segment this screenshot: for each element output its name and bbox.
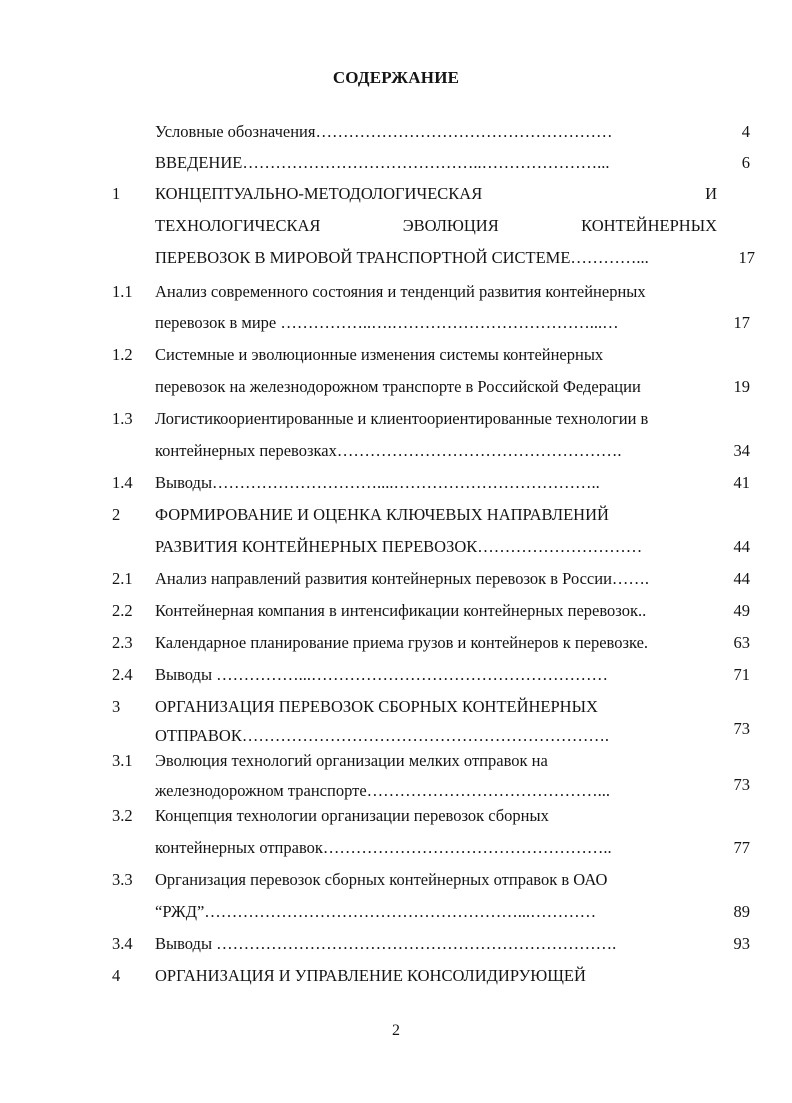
- toc-entry-text: ОРГАНИЗАЦИЯ И УПРАВЛЕНИЕ КОНСОЛИДИРУЮЩЕЙ: [155, 966, 586, 985]
- toc-entry-page: 73: [733, 719, 750, 738]
- toc-entry-text: Эволюция технологий организации мелких отправок на: [155, 751, 548, 770]
- page-title: СОДЕРЖАНИЕ: [332, 68, 460, 87]
- toc-entry-text: Системные и эволюционные изменения системы контейнерных: [155, 345, 604, 364]
- toc-entry-text: перевозок в мире ……………..….………………………………...…: [155, 313, 619, 332]
- toc-entry-number: 2.3: [112, 633, 133, 652]
- toc-entry-text: ПЕРЕВОЗОК В МИРОВОЙ ТРАНСПОРТНОЙ СИСТЕМЕ…………...: [155, 248, 649, 267]
- toc-entry-text: контейнерных отправок……………………………………………..: [155, 838, 612, 857]
- toc-entry-number: 2.1: [112, 569, 133, 588]
- toc-entry-text: Анализ современного состояния и тенденций развития контейнерных: [155, 282, 646, 301]
- toc-entry-number: 3.4: [112, 934, 133, 953]
- toc-entry-text: КОНЦЕПТУАЛЬНО-МЕТОДОЛОГИЧЕСКАЯ И: [155, 184, 717, 203]
- toc-entry-text: Анализ направлений развития контейнерных перевозок в России…….: [155, 569, 650, 588]
- toc-entry-text: Организация перевозок сборных контейнерных отправок в ОАО: [155, 870, 608, 889]
- toc-entry-number: 1.1: [112, 282, 133, 301]
- toc-entry-number: 2.4: [112, 665, 133, 684]
- toc-entry-page: 77: [733, 838, 750, 857]
- toc-entry-text: ФОРМИРОВАНИЕ И ОЦЕНКА КЛЮЧЕВЫХ НАПРАВЛЕНИЙ: [155, 505, 609, 524]
- toc-entry-text: контейнерных перевозках…………………………………………….: [155, 441, 622, 460]
- toc-entry-page: 93: [733, 934, 750, 953]
- toc-entry-text: железнодорожном транспорте……………………………………...: [155, 781, 611, 800]
- toc-entry-text: ОРГАНИЗАЦИЯ ПЕРЕВОЗОК СБОРНЫХ КОНТЕЙНЕРНЫХ: [155, 697, 598, 716]
- toc-entry-page: 4: [741, 122, 750, 141]
- toc-entry-text: Календарное планирование приема грузов и контейнеров к перевозке.: [155, 633, 649, 652]
- toc-entry-page: 49: [733, 601, 750, 620]
- toc-entry-page: 6: [741, 153, 750, 172]
- toc-entry-text: “РЖД”…………………………………………………...…………: [155, 902, 597, 921]
- toc-entry-number: 4: [112, 966, 121, 985]
- toc-entry-page: 17: [738, 248, 755, 267]
- toc-entry-number: 2: [112, 505, 121, 524]
- toc-entry-text: Выводы…………………………....………………………………..: [155, 473, 600, 492]
- toc-entry-page: 19: [733, 377, 750, 396]
- toc-entry-number: 2.2: [112, 601, 133, 620]
- toc-entry-text: ТЕХНОЛОГИЧЕСКАЯ ЭВОЛЮЦИЯ КОНТЕЙНЕРНЫХ: [155, 216, 717, 235]
- toc-entry-text: Выводы ……………………………………………………………….: [155, 934, 617, 953]
- toc-entry-text: Условные обозначения………………………………………………: [155, 122, 613, 141]
- toc-entry-text: Контейнерная компания в интенсификации контейнерных перевозок..: [155, 601, 647, 620]
- toc-entry-text: Логистикоориентированные и клиентоориентированные технологии в: [155, 409, 649, 428]
- toc-entry-page: 44: [733, 569, 750, 588]
- toc-entry-page: 34: [733, 441, 750, 460]
- toc-entry-text: ОТПРАВОК………………………………………………………….: [155, 726, 609, 745]
- toc-entry-page: 63: [733, 633, 750, 652]
- toc-entry-page: 41: [733, 473, 750, 492]
- toc-entry-page: 44: [733, 537, 750, 556]
- toc-entry-number: 3.1: [112, 751, 133, 770]
- toc-entry-number: 1: [112, 184, 121, 203]
- toc-entry-number: 1.2: [112, 345, 133, 364]
- toc-entry-number: 1.4: [112, 473, 133, 492]
- toc-entry-text: ВВЕДЕНИЕ……………………………………..…………………...: [155, 153, 610, 172]
- toc-entry-text: Концепция технологии организации перевозок сборных: [155, 806, 549, 825]
- toc-entry-page: 89: [733, 902, 750, 921]
- toc-entry-text: перевозок на железнодорожном транспорте в Российской Федерации: [155, 377, 641, 396]
- toc-entry-number: 3.2: [112, 806, 133, 825]
- page-number: 2: [392, 1022, 400, 1039]
- toc-entry-text: Выводы ……………...………………………………………………: [155, 665, 609, 684]
- toc-entry-text: РАЗВИТИЯ КОНТЕЙНЕРНЫХ ПЕРЕВОЗОК…………………………: [155, 537, 643, 556]
- toc-entry-number: 3: [112, 697, 121, 716]
- toc-entry-number: 1.3: [112, 409, 133, 428]
- toc-entry-number: 3.3: [112, 870, 133, 889]
- toc-entry-page: 73: [733, 775, 750, 794]
- toc-entry-page: 71: [733, 665, 750, 684]
- toc-entry-page: 17: [733, 313, 750, 332]
